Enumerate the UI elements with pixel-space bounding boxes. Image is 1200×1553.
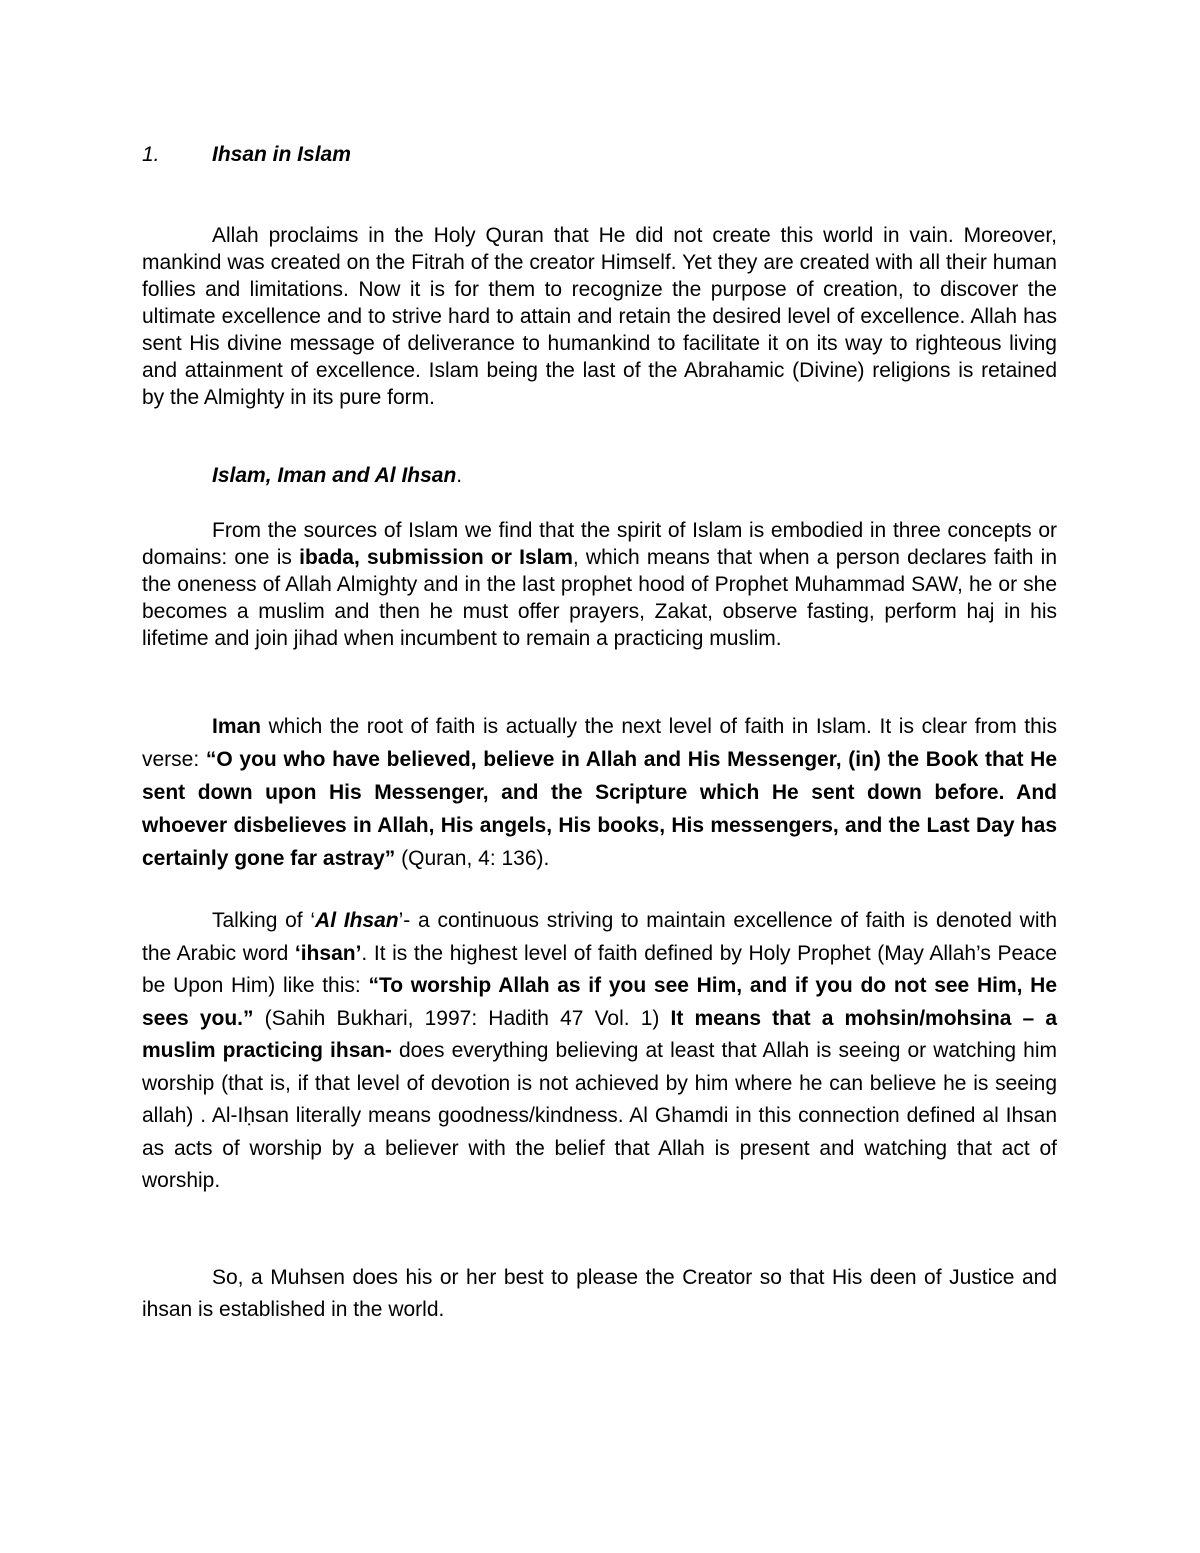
paragraph-ihsan — [142, 905, 1057, 1198]
p2-text-a: From the sources of Islam we find that the spirit of Islam is embodied in three concepts or domains: one is — [142, 519, 1057, 569]
paragraph-islam — [142, 517, 1057, 652]
paragraph-intro: Allah proclaims in the Holy Quran that He did not create this world in vain. Moreover, mankind was created on the Fitrah of the creator Himself. Yet they are created with all their human follies and limitations. Now it is for them to recognize the purpose of creation, to discover the ultimate excellence and to strive hard to attain and retain the desired level of excellence. Allah has sent His divine message of deliverance to humankind to facilitate it on its way to righteous living and attainment of excellence. Islam being the last of the Abrahamic (Divine) religions is retained by the Almighty in its pure form. — [142, 224, 1057, 409]
p4-text-i: does everything believing at least that Allah is seeing or watching him worship (that is, if that level of devotion is not achieved by him where he can believe he is seeing allah) . Al-Iḥsan literally means goodness/kindness. Al Ghamdi in this connection defined al Ihsan as acts of worship by a believer with the belief that Allah is present and watching that act of worship. — [142, 1039, 1057, 1192]
p2-bold-term: ibada, submission or Islam — [299, 546, 573, 569]
p4-text-c: ’- a continuous striving to maintain excellence of faith is denoted with the Arabic word — [142, 909, 1057, 965]
subheading-title: Islam, Iman and Al Ihsan — [212, 464, 457, 487]
section-number: 1. — [142, 143, 160, 166]
p4-text-e: . It is the highest level of faith defined by Holy Prophet (May Allah’s Peace be Upon Him) like this: — [142, 941, 1057, 997]
p4-citation: (Sahih Bukhari, 1997: Hadith 47 Vol. 1) — [253, 1006, 671, 1030]
subheading-period: . — [456, 464, 463, 487]
paragraph-muhsen: So, a Muhsen does his or her best to please the Creator so that His deen of Justice and ihsan is established in the world. — [142, 1266, 1057, 1321]
p4-ihsan-word: ‘ihsan’ — [294, 941, 362, 965]
section-title: Ihsan in Islam — [212, 143, 351, 166]
subheading — [212, 464, 462, 488]
p3-bold-iman: Iman — [212, 715, 262, 738]
p2-text-c: , which means that when a person declares faith in the oneness of Allah Almighty and in the last prophet hood of Prophet Muhammad SAW, he or she becomes a muslim and then he must offer prayers, Zakat, observe fasting, perform haj in his lifetime and join jihad when incumbent to remain a practicing muslim. — [142, 546, 1058, 650]
p4-text-a: Talking of ‘ — [212, 909, 316, 932]
p3-verse-quote: “O you who have believed, believe in Allah and His Messenger, (in) the Book that He sent down upon His Messenger, and the Scripture which He sent down before. And whoever disbelieves in Allah, His angels, His books, His messengers, and the Last Day has certainly gone far astray” — [142, 748, 1057, 870]
p4-hadith-quote: “To worship Allah as if you see Him, and if you do not see Him, He sees you.” — [142, 974, 1058, 1030]
paragraph-iman — [142, 710, 1057, 875]
p3-text-b: which the root of faith is actually the next level of faith in Islam. It is clear from this verse: — [142, 715, 1057, 771]
p4-al-ihsan: Al Ihsan — [315, 909, 399, 932]
p4-bold-mohsin: It means that a mohsin/mohsina – a muslim practicing ihsan- — [142, 1006, 1057, 1062]
p3-citation: (Quran, 4: 136). — [395, 847, 550, 870]
